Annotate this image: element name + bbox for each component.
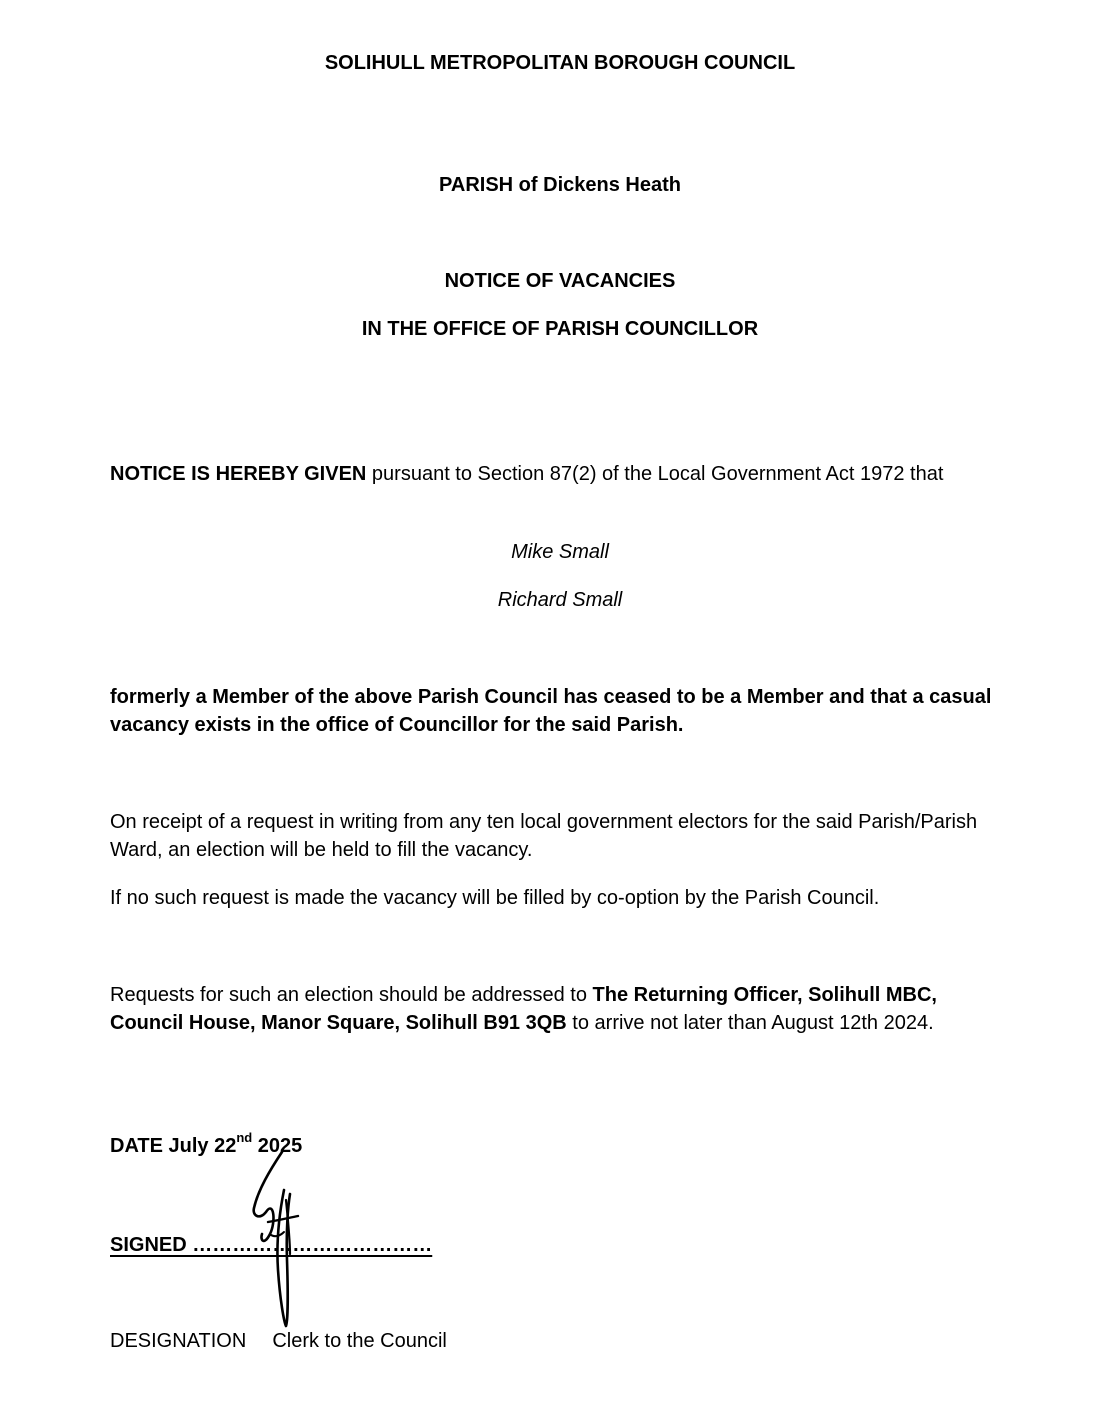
request-paragraph: On receipt of a request in writing from any ten local government electors for the said Parish/Parish Ward, an election will be held to fill the vacancy. xyxy=(110,811,978,861)
designation-line xyxy=(110,1329,447,1353)
notice-lead-bold: NOTICE IS HEREBY GIVEN xyxy=(110,463,367,485)
address-deadline: to arrive not later than August 12th 2024. xyxy=(566,1012,934,1034)
designation-label: DESIGNATION xyxy=(110,1330,247,1352)
signed-line: SIGNED ……………………………… xyxy=(110,1234,433,1256)
former-member-name-2: Richard Small xyxy=(497,589,623,611)
former-member-name-1: Mike Small xyxy=(511,541,609,563)
notice-subtitle: IN THE OFFICE OF PARISH COUNCILLOR xyxy=(361,318,759,340)
notice-lead-rest: pursuant to Section 87(2) of the Local Government Act 1972 that xyxy=(366,463,944,485)
notice-lead-paragraph xyxy=(110,460,1010,488)
date-ordinal-suffix: nd xyxy=(236,1130,253,1146)
cooption-paragraph: If no such request is made the vacancy will be filled by co-option by the Parish Council. xyxy=(110,887,880,909)
address-intro: Requests for such an election should be addressed to xyxy=(110,984,593,1006)
date-label: DATE July 22 xyxy=(110,1135,237,1157)
council-name: SOLIHULL METROPOLITAN BOROUGH COUNCIL xyxy=(324,52,796,74)
returning-officer-address: The Returning Officer, Solihull MBC, Council House, Manor Square, Solihull B91 3QB xyxy=(110,984,937,1034)
handwritten-signature xyxy=(230,1150,320,1335)
designation-value: Clerk to the Council xyxy=(272,1330,447,1352)
address-paragraph xyxy=(110,981,1010,1037)
parish-name: PARISH of Dickens Heath xyxy=(439,174,681,196)
ceased-statement: formerly a Member of the above Parish Council has ceased to be a Member and that a casual vacancy exists in the office of Councillor for the said Parish. xyxy=(110,686,992,736)
date-year: 2025 xyxy=(252,1135,303,1157)
notice-title: NOTICE OF VACANCIES xyxy=(444,270,676,292)
